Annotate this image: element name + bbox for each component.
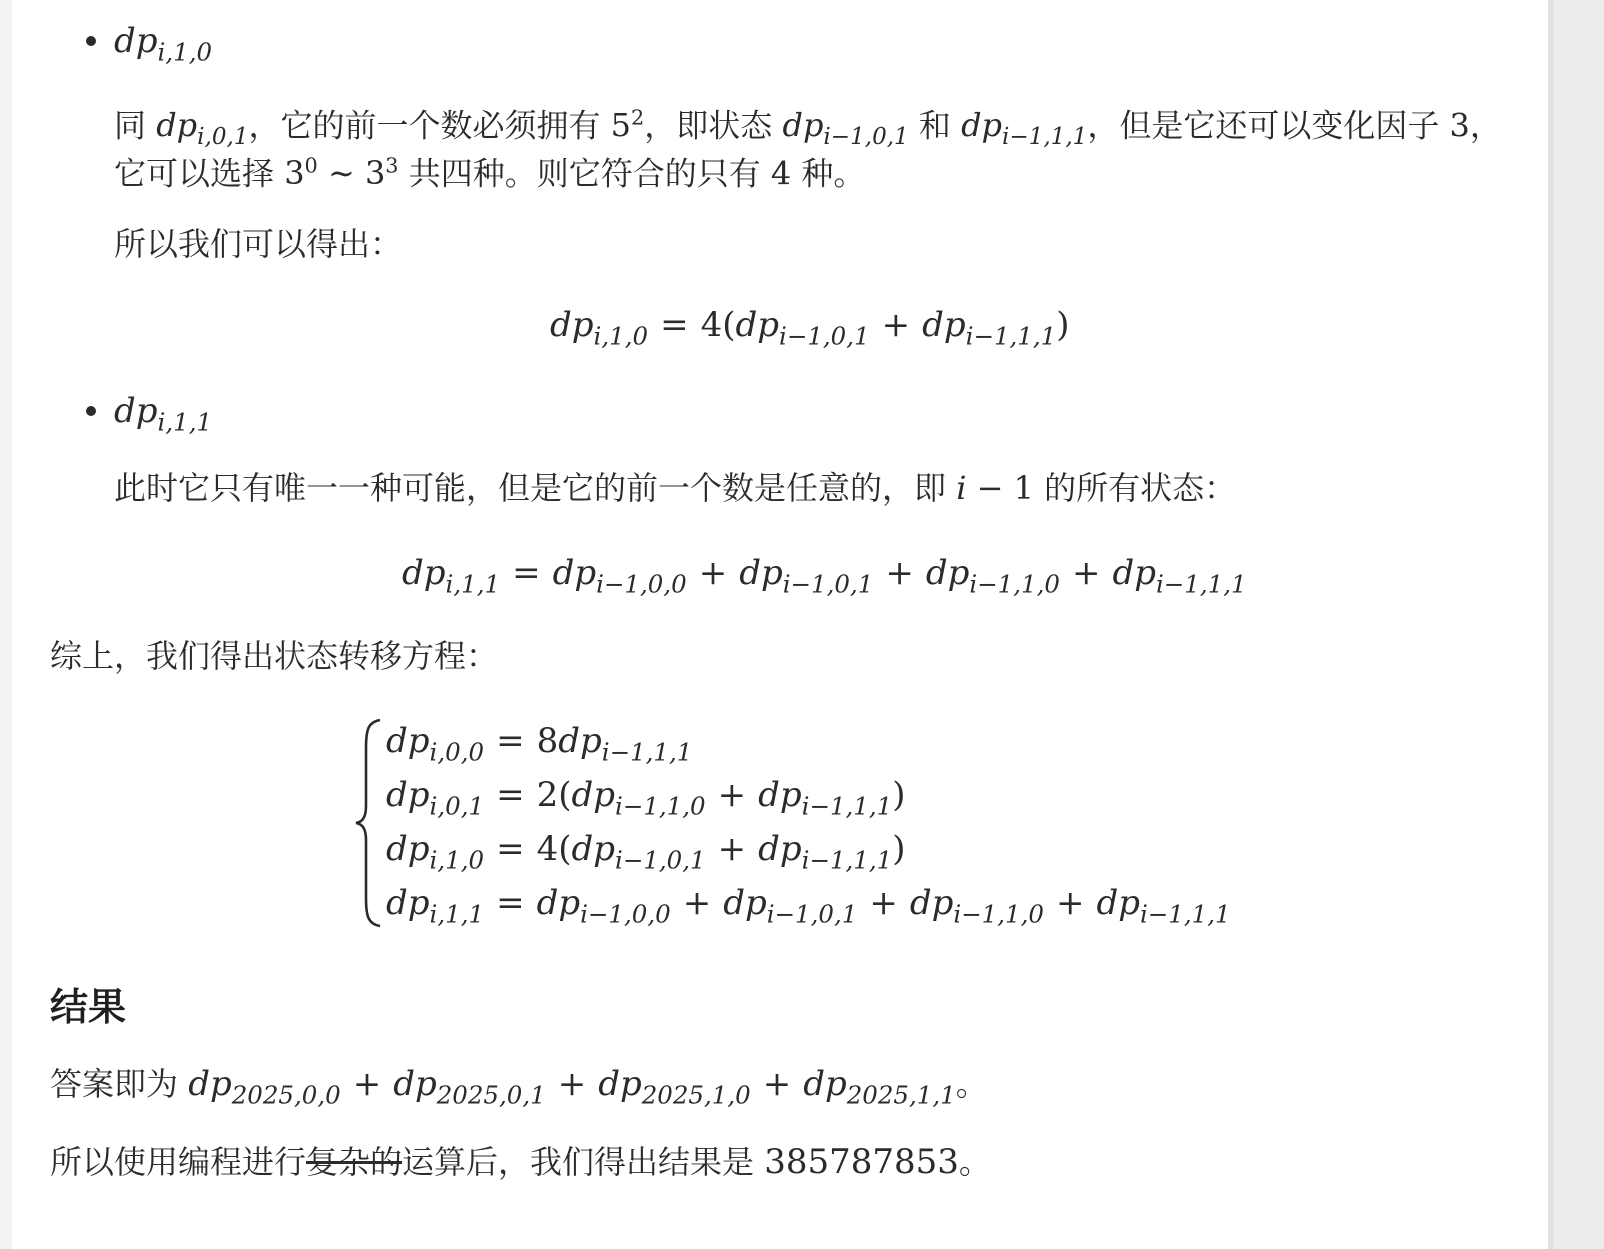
bullet-2-label: $dp_{i,1,1}$ bbox=[114, 391, 213, 437]
final-result-line: 所以使用编程进行复杂的运算后，我们得出结果是 385787853。 bbox=[50, 1142, 991, 1182]
bullet-1-paragraph-line-1: 同 $dp_{i,0,1}$，它的前一个数必须拥有 $5^2$，即状态 $dp_{i-1,0,1}$ 和 $dp_{i-1,1,1}$，但是它还可以变化因子 3， bbox=[114, 106, 1502, 151]
left-brace bbox=[354, 718, 384, 928]
bullet-1-paragraph-line-2: 它可以选择 $3^0$ ∼ $3^3$ 共四种。则它符合的只有 4 种。 bbox=[114, 154, 866, 193]
bullet-1 bbox=[86, 36, 96, 46]
equation-dp-i-1-1: $dp_{i,1,1} = dp_{i-1,0,0} + dp_{i-1,0,1} + dp_{i-1,1,0} + dp_{i-1,1,1}$ bbox=[402, 553, 1247, 599]
bullet-1-conclusion: 所以我们可以得出： bbox=[114, 225, 403, 263]
struck-text: 复杂的 bbox=[306, 1143, 403, 1181]
bullet-1-label: $dp_{i,1,0}$ bbox=[114, 21, 213, 67]
system-row-3: $dp_{i,1,0} = 4(dp_{i-1,0,1} + dp_{i-1,1,1})$ bbox=[386, 829, 906, 875]
section-heading-result: 结果 bbox=[50, 985, 127, 1029]
summary-intro: 综上，我们得出状态转移方程： bbox=[50, 637, 499, 675]
bullet-2 bbox=[86, 406, 96, 416]
system-row-1: $dp_{i,0,0} = 8dp_{i-1,1,1}$ bbox=[386, 721, 693, 767]
answer-line: 答案即为 $dp_{2025,0,0} + dp_{2025,0,1} + dp_{2025,1,0} + dp_{2025,1,1}$。 bbox=[50, 1064, 988, 1110]
bullet-2-paragraph: 此时它只有唯一一种可能，但是它的前一个数是任意的，即 i − 1 的所有状态： bbox=[114, 469, 1237, 507]
equation-dp-i-1-0: $dp_{i,1,0} = 4(dp_{i-1,0,1} + dp_{i-1,1,1})$ bbox=[550, 305, 1070, 351]
system-row-4: $dp_{i,1,1} = dp_{i-1,0,0} + dp_{i-1,0,1} + dp_{i-1,1,0} + dp_{i-1,1,1}$ bbox=[386, 883, 1231, 929]
result-number: 385787853 bbox=[764, 1142, 959, 1182]
scrollbar[interactable] bbox=[1548, 0, 1604, 1249]
system-row-2: $dp_{i,0,1} = 2(dp_{i-1,1,0} + dp_{i-1,1,1})$ bbox=[386, 775, 906, 821]
